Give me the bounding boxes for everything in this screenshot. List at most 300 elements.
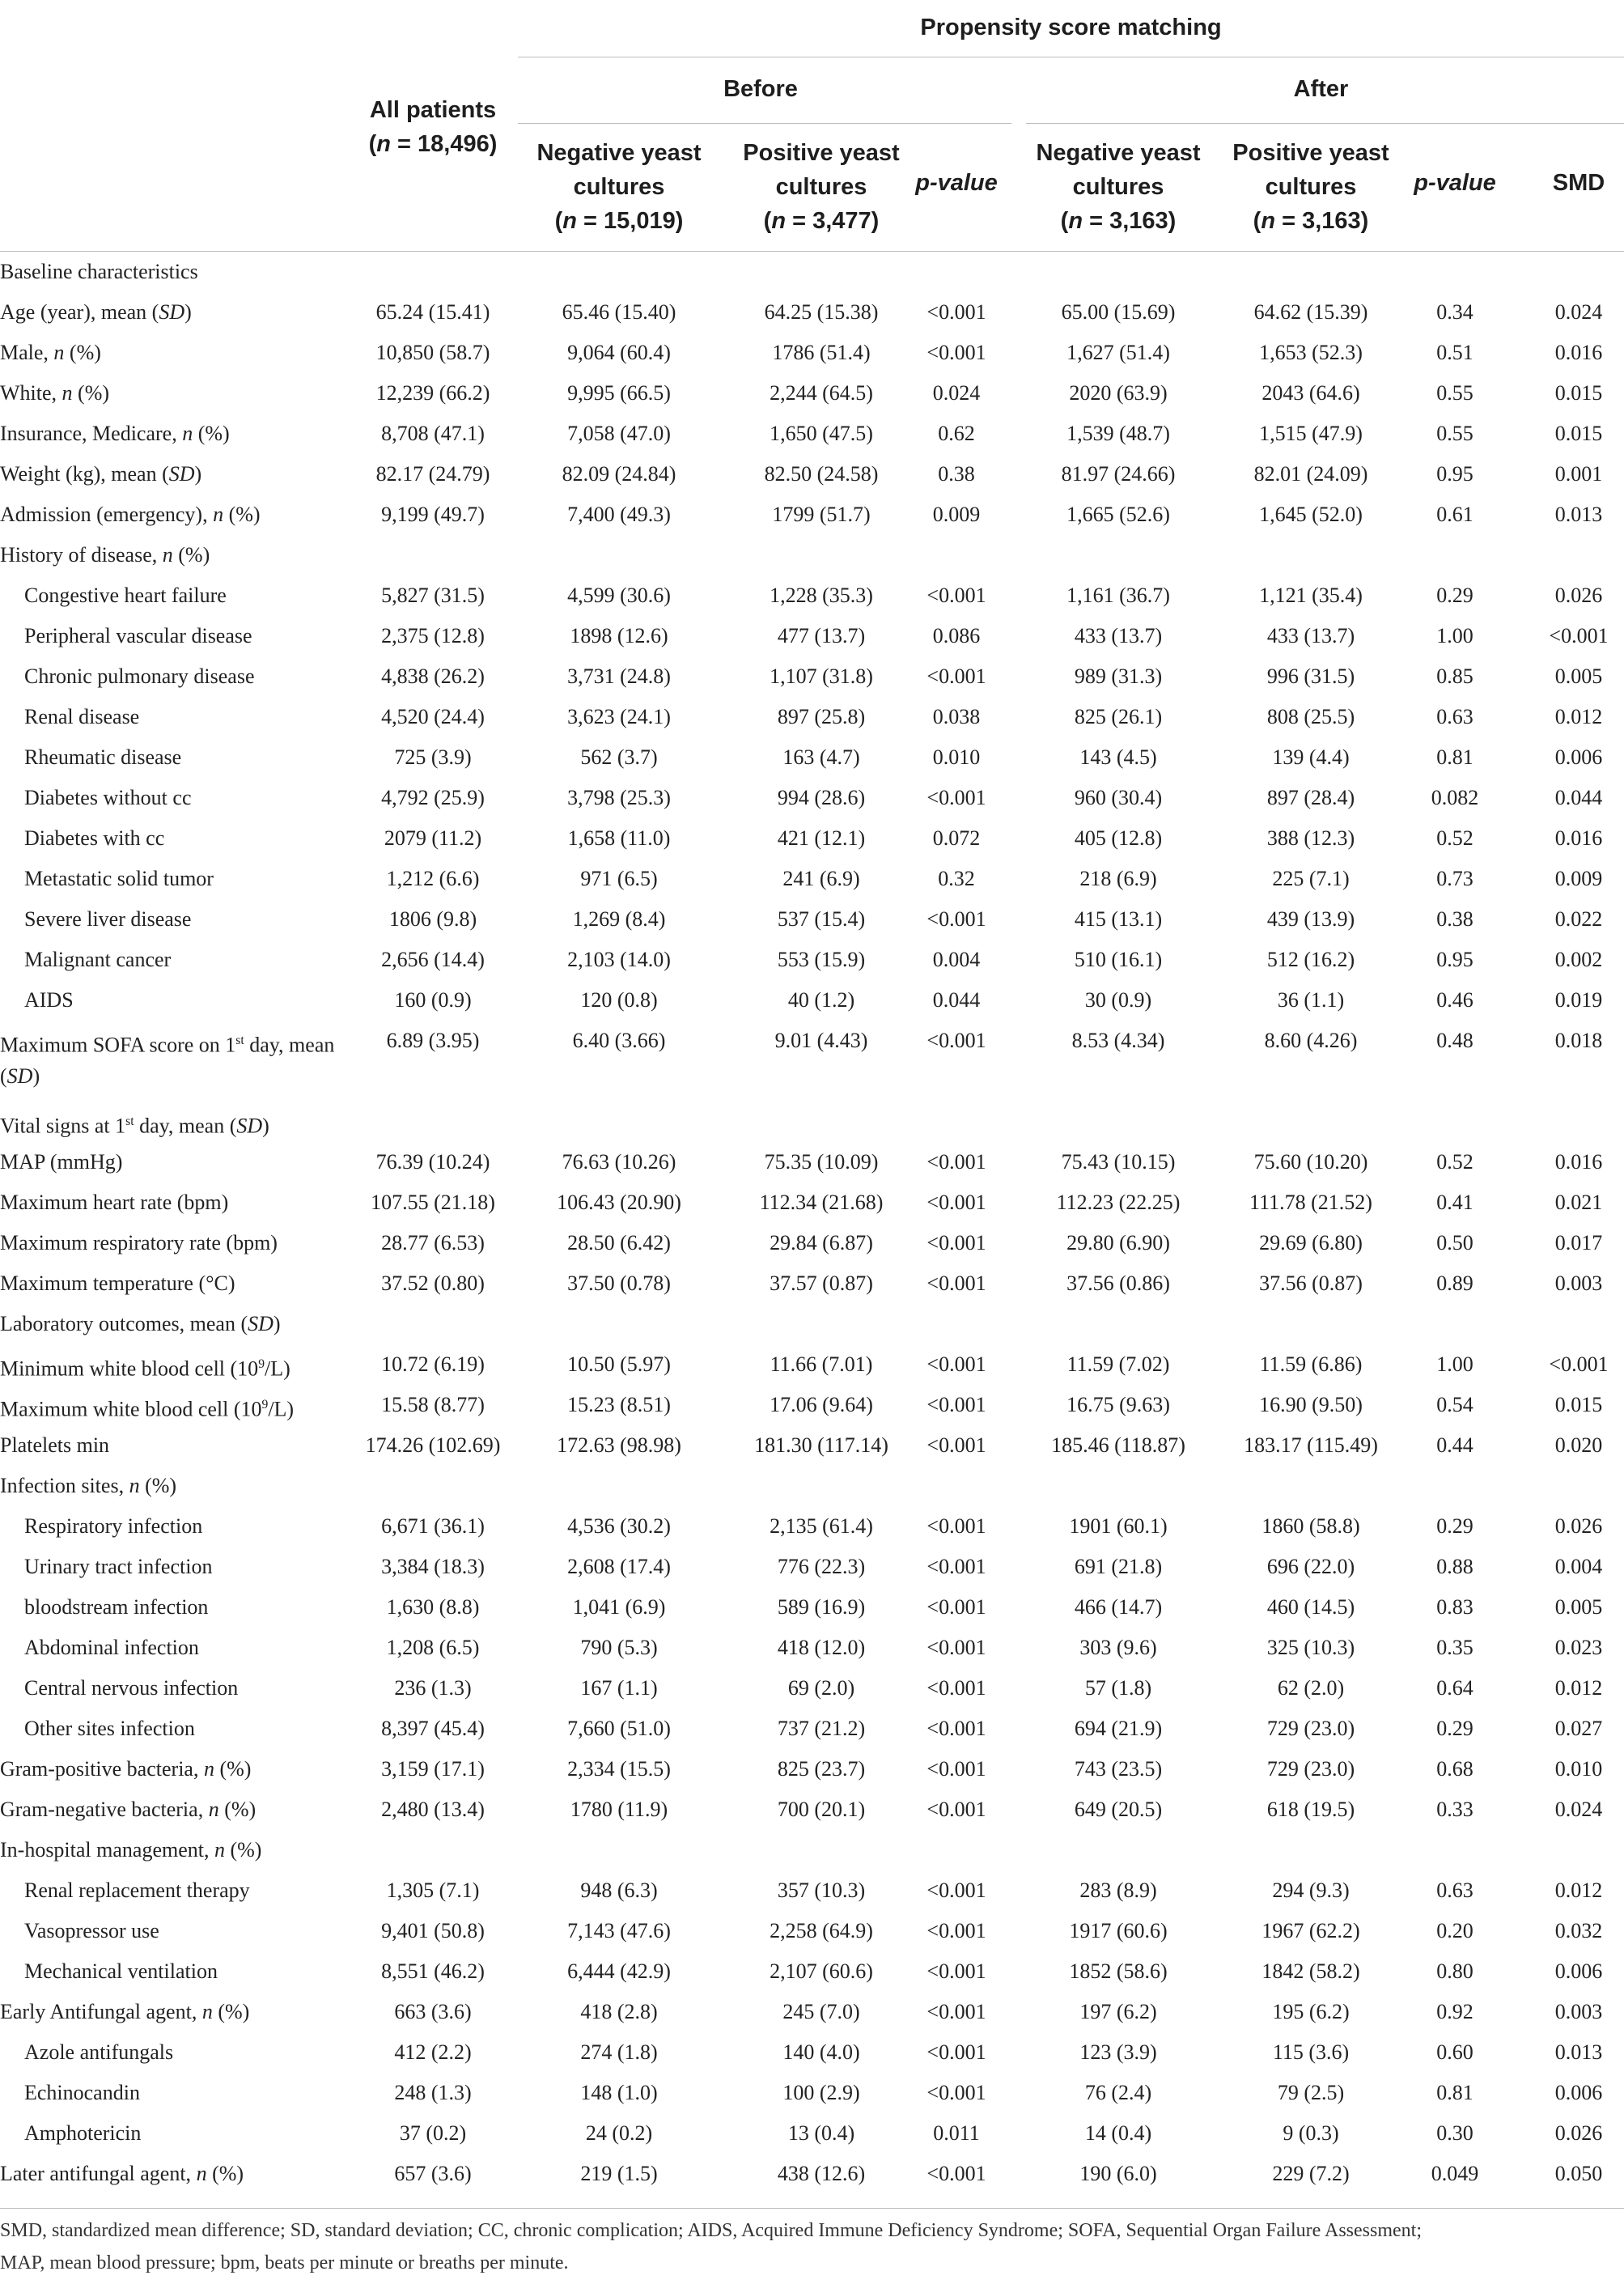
row-label: Maximum respiratory rate (bpm) <box>0 1231 278 1255</box>
row-label: Central nervous infection <box>24 1676 239 1700</box>
cell-smd: 0.050 <box>1554 2162 1603 2185</box>
table-row <box>0 1425 1624 1466</box>
cell-neg-before: 15.23 (8.51) <box>567 1393 671 1416</box>
row-label: Platelets min <box>0 1433 110 1457</box>
section-header-row <box>0 252 1624 292</box>
all-patients-label: All patients <box>369 97 497 123</box>
table-row <box>0 737 1624 778</box>
cell-smd: 0.024 <box>1554 1798 1603 1821</box>
row-label: Malignant cancer <box>24 948 172 971</box>
cell-smd: 0.018 <box>1554 1029 1603 1052</box>
row-label: Admission (emergency), n (%) <box>0 503 261 526</box>
row-label: Metastatic solid tumor <box>24 867 214 890</box>
cell-neg-before: 274 (1.8) <box>580 2040 658 2064</box>
cell-neg-after: 415 (13.1) <box>1074 907 1163 931</box>
neg-after-line1: Negative yeast <box>1036 140 1201 166</box>
cell-pos-after: 512 (16.2) <box>1266 948 1355 971</box>
cell-smd: 0.022 <box>1554 907 1603 931</box>
cell-all-patients: 2,375 (12.8) <box>381 624 485 647</box>
cell-pvalue-after: 0.41 <box>1436 1191 1473 1214</box>
cell-neg-after: 2020 (63.9) <box>1069 381 1168 405</box>
cell-neg-before: 6.40 (3.66) <box>572 1029 666 1052</box>
cell-neg-before: 106.43 (20.90) <box>557 1191 681 1214</box>
section-header-row <box>0 1466 1624 1506</box>
cell-pos-after: 8.60 (4.26) <box>1264 1029 1358 1052</box>
neg-before-n: (n = 15,019) <box>554 208 684 234</box>
cell-all-patients: 82.17 (24.79) <box>375 462 490 486</box>
cell-pvalue-after: 0.46 <box>1436 988 1473 1012</box>
row-label: Amphotericin <box>24 2121 142 2145</box>
cell-pvalue-after: 0.52 <box>1436 1150 1473 1174</box>
row-label: Vital signs at 1st day, mean (SD) <box>0 1114 269 1138</box>
pos-after-line1: Positive yeast <box>1232 140 1389 166</box>
cell-pvalue-after: 0.50 <box>1436 1231 1473 1255</box>
cell-pvalue-before: <0.001 <box>926 1352 986 1376</box>
cell-pvalue-before: <0.001 <box>926 664 986 688</box>
group-header-psm: Propensity score matching <box>920 15 1222 40</box>
cell-smd: 0.006 <box>1554 2081 1603 2104</box>
cell-all-patients: 15.58 (8.77) <box>381 1393 485 1416</box>
cell-neg-after: 1901 (60.1) <box>1069 1514 1168 1538</box>
cell-all-patients: 4,792 (25.9) <box>381 786 485 809</box>
cell-all-patients: 65.24 (15.41) <box>375 300 490 324</box>
cell-neg-before: 10.50 (5.97) <box>567 1352 671 1376</box>
cell-neg-after: 123 (3.9) <box>1079 2040 1157 2064</box>
cell-neg-after: 691 (21.8) <box>1074 1555 1163 1578</box>
cell-pos-after: 29.69 (6.80) <box>1259 1231 1363 1255</box>
cell-neg-after: 1,665 (52.6) <box>1066 503 1170 526</box>
cell-pos-after: 79 (2.5) <box>1277 2081 1345 2104</box>
cell-pos-after: 62 (2.0) <box>1277 1676 1345 1700</box>
table-row <box>0 1709 1624 1749</box>
cell-pvalue-after: 0.55 <box>1436 381 1473 405</box>
cell-smd: 0.013 <box>1554 2040 1603 2064</box>
row-label: Renal replacement therapy <box>24 1879 250 1902</box>
cell-pos-before: 29.84 (6.87) <box>770 1231 873 1255</box>
cell-all-patients: 5,827 (31.5) <box>381 584 485 607</box>
cell-all-patients: 160 (0.9) <box>394 988 472 1012</box>
cell-neg-before: 9,995 (66.5) <box>567 381 671 405</box>
section-header-row <box>0 535 1624 575</box>
col-header-neg-after <box>1018 136 1219 238</box>
col-header-pos-after <box>1210 136 1412 238</box>
table-row <box>0 980 1624 1021</box>
cell-all-patients: 8,397 (45.4) <box>381 1717 485 1740</box>
cell-smd: 0.006 <box>1554 1959 1603 1983</box>
cell-neg-before: 4,536 (30.2) <box>567 1514 671 1538</box>
cell-pvalue-after: 0.92 <box>1436 2000 1473 2023</box>
cell-pos-before: 700 (20.1) <box>777 1798 866 1821</box>
cell-neg-after: 14 (0.4) <box>1084 2121 1152 2145</box>
cell-neg-after: 510 (16.1) <box>1074 948 1163 971</box>
cell-pvalue-before: <0.001 <box>926 1555 986 1578</box>
row-label: Diabetes with cc <box>24 826 165 850</box>
cell-pos-before: 537 (15.4) <box>777 907 866 931</box>
cell-all-patients: 1,305 (7.1) <box>386 1879 480 1902</box>
cell-pvalue-before: <0.001 <box>926 2000 986 2023</box>
header-rule-before <box>518 123 1011 124</box>
cell-smd: 0.010 <box>1554 1757 1603 1781</box>
cell-smd: 0.005 <box>1554 664 1603 688</box>
cell-neg-after: 75.43 (10.15) <box>1061 1150 1176 1174</box>
cell-smd: 0.032 <box>1554 1919 1603 1942</box>
cell-pos-after: 696 (22.0) <box>1266 1555 1355 1578</box>
row-label: Age (year), mean (SD) <box>0 300 192 324</box>
cell-pos-before: 140 (4.0) <box>782 2040 860 2064</box>
cell-pos-after: 229 (7.2) <box>1272 2162 1350 2185</box>
cell-all-patients: 6.89 (3.95) <box>386 1029 480 1052</box>
cell-neg-after: 8.53 (4.34) <box>1071 1029 1165 1052</box>
cell-pos-before: 181.30 (117.14) <box>754 1433 888 1457</box>
cell-neg-after: 143 (4.5) <box>1079 745 1157 769</box>
cell-pvalue-before: <0.001 <box>926 584 986 607</box>
cell-neg-after: 405 (12.8) <box>1074 826 1163 850</box>
row-label: Gram-positive bacteria, n (%) <box>0 1757 252 1781</box>
cell-pos-after: 1967 (62.2) <box>1261 1919 1360 1942</box>
cell-pos-after: 1,121 (35.4) <box>1259 584 1363 607</box>
cell-neg-before: 3,623 (24.1) <box>567 705 671 728</box>
row-label: Maximum heart rate (bpm) <box>0 1191 229 1214</box>
cell-neg-after: 65.00 (15.69) <box>1061 300 1176 324</box>
table-row <box>0 697 1624 737</box>
cell-pvalue-before: <0.001 <box>926 1271 986 1295</box>
cell-pos-after: 195 (6.2) <box>1272 2000 1350 2023</box>
cell-neg-before: 167 (1.1) <box>580 1676 658 1700</box>
cell-pvalue-before: <0.001 <box>926 1959 986 1983</box>
cell-all-patients: 10.72 (6.19) <box>381 1352 485 1376</box>
cell-pos-before: 1,650 (47.5) <box>770 422 873 445</box>
cell-pvalue-before: <0.001 <box>926 786 986 809</box>
cell-pos-before: 737 (21.2) <box>777 1717 866 1740</box>
cell-pos-before: 40 (1.2) <box>787 988 855 1012</box>
cell-pos-before: 2,258 (64.9) <box>770 1919 873 1942</box>
cell-pvalue-before: <0.001 <box>926 300 986 324</box>
row-label: Abdominal infection <box>24 1636 199 1659</box>
row-label: History of disease, n (%) <box>0 543 210 567</box>
col-header-smd: SMD <box>1552 170 1605 196</box>
cell-neg-after: 1,627 (51.4) <box>1066 341 1170 364</box>
group-header-after: After <box>1293 76 1349 102</box>
cell-neg-before: 1,041 (6.9) <box>572 1595 666 1619</box>
cell-pos-before: 11.66 (7.01) <box>770 1352 873 1376</box>
cell-neg-before: 3,731 (24.8) <box>567 664 671 688</box>
cell-pvalue-before: 0.38 <box>938 462 975 486</box>
cell-pos-after: 9 (0.3) <box>1283 2121 1339 2145</box>
cell-pos-after: 183.17 (115.49) <box>1244 1433 1378 1457</box>
cell-neg-after: 466 (14.7) <box>1074 1595 1163 1619</box>
col-header-pos-before <box>720 136 922 238</box>
table-row <box>0 1344 1624 1385</box>
neg-before-line1: Negative yeast <box>536 140 702 166</box>
cell-pos-before: 100 (2.9) <box>782 2081 860 2104</box>
row-label: Laboratory outcomes, mean (SD) <box>0 1312 281 1335</box>
cell-smd: 0.024 <box>1554 300 1603 324</box>
table-row <box>0 1789 1624 1830</box>
cell-smd: 0.002 <box>1554 948 1603 971</box>
cell-neg-before: 24 (0.2) <box>585 2121 653 2145</box>
cell-pvalue-before: <0.001 <box>926 1393 986 1416</box>
cell-all-patients: 657 (3.6) <box>394 2162 472 2185</box>
cell-neg-after: 989 (31.3) <box>1074 664 1163 688</box>
cell-neg-before: 2,103 (14.0) <box>567 948 671 971</box>
cell-all-patients: 1806 (9.8) <box>388 907 477 931</box>
row-label: Mechanical ventilation <box>24 1959 218 1983</box>
cell-pvalue-before: <0.001 <box>926 1150 986 1174</box>
cell-pvalue-after: 0.81 <box>1436 745 1473 769</box>
cell-neg-after: 960 (30.4) <box>1074 786 1163 809</box>
cell-all-patients: 107.55 (21.18) <box>371 1191 495 1214</box>
cell-neg-after: 81.97 (24.66) <box>1061 462 1176 486</box>
cell-pvalue-before: <0.001 <box>926 2162 986 2185</box>
cell-neg-before: 28.50 (6.42) <box>567 1231 671 1255</box>
cell-pos-before: 13 (0.4) <box>787 2121 855 2145</box>
cell-all-patients: 248 (1.3) <box>394 2081 472 2104</box>
cell-pvalue-before: 0.044 <box>932 988 981 1012</box>
cell-all-patients: 4,520 (24.4) <box>381 705 485 728</box>
cell-smd: 0.021 <box>1554 1191 1603 1214</box>
table-row <box>0 899 1624 940</box>
cell-neg-before: 1780 (11.9) <box>570 1798 668 1821</box>
cell-pvalue-after: 0.55 <box>1436 422 1473 445</box>
cell-pos-after: 115 (3.6) <box>1272 2040 1350 2064</box>
cell-neg-before: 3,798 (25.3) <box>567 786 671 809</box>
table-row <box>0 1182 1624 1223</box>
cell-neg-after: 112.23 (22.25) <box>1056 1191 1181 1214</box>
cell-smd: <0.001 <box>1549 624 1609 647</box>
cell-neg-after: 190 (6.0) <box>1079 2162 1157 2185</box>
cell-pvalue-before: <0.001 <box>926 1231 986 1255</box>
table-row <box>0 1385 1624 1425</box>
table-row <box>0 1547 1624 1587</box>
cell-pvalue-after: 0.63 <box>1436 705 1473 728</box>
row-label: Congestive heart failure <box>24 584 227 607</box>
section-header-row <box>0 1304 1624 1344</box>
neg-after-n: (n = 3,163) <box>1060 208 1177 234</box>
cell-neg-before: 1,658 (11.0) <box>567 826 671 850</box>
cell-smd: 0.019 <box>1554 988 1603 1012</box>
cell-pos-after: 36 (1.1) <box>1277 988 1345 1012</box>
cell-pos-before: 776 (22.3) <box>777 1555 866 1578</box>
cell-smd: 0.012 <box>1554 1879 1603 1902</box>
cell-neg-before: 82.09 (24.84) <box>562 462 676 486</box>
cell-all-patients: 10,850 (58.7) <box>375 341 490 364</box>
row-label: Rheumatic disease <box>24 745 182 769</box>
cell-pvalue-before: 0.011 <box>933 2121 980 2145</box>
cell-neg-before: 948 (6.3) <box>580 1879 658 1902</box>
row-label: Urinary tract infection <box>24 1555 213 1578</box>
cell-pos-before: 825 (23.7) <box>777 1757 866 1781</box>
row-label: Diabetes without cc <box>24 786 192 809</box>
row-label: Peripheral vascular disease <box>24 624 252 647</box>
cell-neg-after: 11.59 (7.02) <box>1066 1352 1170 1376</box>
row-label: Baseline characteristics <box>0 260 198 283</box>
cell-pos-before: 9.01 (4.43) <box>774 1029 868 1052</box>
table-row <box>0 1223 1624 1263</box>
cell-all-patients: 6,671 (36.1) <box>381 1514 485 1538</box>
table-row <box>0 1142 1624 1182</box>
cell-smd: 0.016 <box>1554 826 1603 850</box>
table-row <box>0 1951 1624 1992</box>
cell-pos-after: 1,645 (52.0) <box>1259 503 1363 526</box>
cell-all-patients: 2,656 (14.4) <box>381 948 485 971</box>
cell-pvalue-after: 0.64 <box>1436 1676 1473 1700</box>
col-header-pvalue-after: p-value <box>1414 170 1496 196</box>
cell-pvalue-after: 0.88 <box>1436 1555 1473 1578</box>
cell-neg-after: 37.56 (0.86) <box>1066 1271 1170 1295</box>
cell-all-patients: 412 (2.2) <box>394 2040 472 2064</box>
cell-smd: 0.012 <box>1554 705 1603 728</box>
cell-all-patients: 663 (3.6) <box>394 2000 472 2023</box>
cell-all-patients: 12,239 (66.2) <box>375 381 490 405</box>
cell-pvalue-after: 1.00 <box>1436 624 1473 647</box>
cell-pvalue-after: 0.29 <box>1436 584 1473 607</box>
col-header-neg-before <box>518 136 720 238</box>
table-row <box>0 373 1624 414</box>
cell-pvalue-after: 0.34 <box>1436 300 1473 324</box>
cell-neg-before: 1898 (12.6) <box>570 624 668 647</box>
cell-smd: 0.015 <box>1554 1393 1603 1416</box>
cell-pos-after: 897 (28.4) <box>1266 786 1355 809</box>
cell-smd: 0.026 <box>1554 1514 1603 1538</box>
cell-pvalue-after: 0.38 <box>1436 907 1473 931</box>
cell-pos-after: 808 (25.5) <box>1266 705 1355 728</box>
cell-pvalue-before: <0.001 <box>926 1029 986 1052</box>
cell-pos-after: 75.60 (10.20) <box>1253 1150 1368 1174</box>
table-row <box>0 940 1624 980</box>
cell-smd: 0.012 <box>1554 1676 1603 1700</box>
cell-pvalue-after: 0.54 <box>1436 1393 1473 1416</box>
cell-pvalue-before: <0.001 <box>926 1717 986 1740</box>
pos-after-n: (n = 3,163) <box>1253 208 1369 234</box>
cell-all-patients: 2079 (11.2) <box>384 826 482 850</box>
cell-all-patients: 76.39 (10.24) <box>375 1150 490 1174</box>
cell-neg-before: 7,143 (47.6) <box>567 1919 671 1942</box>
cell-pvalue-before: 0.62 <box>938 422 975 445</box>
cell-pvalue-before: <0.001 <box>926 2040 986 2064</box>
row-label: Male, n (%) <box>0 341 101 364</box>
cell-pvalue-before: <0.001 <box>926 1191 986 1214</box>
row-label: Respiratory infection <box>24 1514 203 1538</box>
cell-pvalue-after: 0.68 <box>1436 1757 1473 1781</box>
cell-pos-before: 477 (13.7) <box>777 624 866 647</box>
cell-pvalue-after: 0.48 <box>1436 1029 1473 1052</box>
cell-neg-before: 172.63 (98.98) <box>557 1433 681 1457</box>
table-row <box>0 859 1624 899</box>
cell-pos-after: 2043 (64.6) <box>1261 381 1360 405</box>
cell-pos-after: 225 (7.1) <box>1272 867 1350 890</box>
cell-all-patients: 8,708 (47.1) <box>381 422 485 445</box>
cell-neg-before: 971 (6.5) <box>580 867 658 890</box>
cell-smd: 0.001 <box>1554 462 1603 486</box>
table-row <box>0 1628 1624 1668</box>
cell-pvalue-before: <0.001 <box>926 1798 986 1821</box>
pos-before-line2: cultures <box>775 174 867 200</box>
table-row <box>0 1021 1624 1102</box>
cell-pos-before: 241 (6.9) <box>782 867 860 890</box>
cell-all-patients: 28.77 (6.53) <box>381 1231 485 1255</box>
table-row <box>0 2154 1624 2194</box>
cell-pvalue-after: 0.20 <box>1436 1919 1473 1942</box>
cell-neg-before: 7,660 (51.0) <box>567 1717 671 1740</box>
cell-pvalue-after: 0.082 <box>1431 786 1479 809</box>
cell-pos-before: 553 (15.9) <box>777 948 866 971</box>
cell-pvalue-before: <0.001 <box>926 907 986 931</box>
cell-pos-before: 64.25 (15.38) <box>764 300 879 324</box>
cell-pos-before: 82.50 (24.58) <box>764 462 879 486</box>
cell-smd: 0.044 <box>1554 786 1603 809</box>
cell-pos-after: 294 (9.3) <box>1272 1879 1350 1902</box>
cell-pos-before: 75.35 (10.09) <box>764 1150 879 1174</box>
cell-pvalue-after: 0.44 <box>1436 1433 1473 1457</box>
cell-pos-after: 111.78 (21.52) <box>1249 1191 1372 1214</box>
cell-pos-after: 325 (10.3) <box>1266 1636 1355 1659</box>
cell-pos-before: 418 (12.0) <box>777 1636 866 1659</box>
table-row <box>0 656 1624 697</box>
row-label: Minimum white blood cell $(10^9/L)$ <box>0 1356 290 1381</box>
cell-smd: 0.004 <box>1554 1555 1603 1578</box>
cell-pvalue-before: <0.001 <box>926 2081 986 2104</box>
row-label: AIDS <box>24 988 74 1012</box>
row-label: Insurance, Medicare, n (%) <box>0 422 230 445</box>
cell-pos-before: 1786 (51.4) <box>772 341 871 364</box>
cell-neg-after: 29.80 (6.90) <box>1066 1231 1170 1255</box>
cell-pos-before: 589 (16.9) <box>777 1595 866 1619</box>
cell-pvalue-after: 0.61 <box>1436 503 1473 526</box>
cell-smd: <0.001 <box>1549 1352 1609 1376</box>
cell-pvalue-before: 0.32 <box>938 867 975 890</box>
cell-pvalue-after: 0.81 <box>1436 2081 1473 2104</box>
cell-pvalue-before: 0.072 <box>932 826 981 850</box>
cell-pos-after: 433 (13.7) <box>1266 624 1355 647</box>
cell-pvalue-before: <0.001 <box>926 1676 986 1700</box>
cell-neg-before: 148 (1.0) <box>580 2081 658 2104</box>
cell-pos-before: 245 (7.0) <box>782 2000 860 2023</box>
footnote-line-2: MAP, mean blood pressure; bpm, beats per minute or breaths per minute. <box>0 2252 569 2273</box>
cell-pvalue-before: 0.038 <box>932 705 981 728</box>
cell-pvalue-after: 0.049 <box>1431 2162 1479 2185</box>
cell-neg-before: 418 (2.8) <box>580 2000 658 2023</box>
cell-pvalue-before: 0.010 <box>932 745 981 769</box>
row-label: Renal disease <box>24 705 140 728</box>
table-row <box>0 2113 1624 2154</box>
cell-smd: 0.015 <box>1554 422 1603 445</box>
cell-neg-after: 743 (23.5) <box>1074 1757 1163 1781</box>
row-label: MAP (mmHg) <box>0 1150 123 1174</box>
cell-all-patients: 3,384 (18.3) <box>381 1555 485 1578</box>
row-label: Severe liver disease <box>24 907 192 931</box>
table-row <box>0 1911 1624 1951</box>
cell-neg-after: 76 (2.4) <box>1084 2081 1152 2104</box>
cell-neg-after: 1852 (58.6) <box>1069 1959 1168 1983</box>
cell-pos-after: 11.59 (6.86) <box>1259 1352 1363 1376</box>
cell-smd: 0.026 <box>1554 2121 1603 2145</box>
cell-pos-before: 438 (12.6) <box>777 2162 866 2185</box>
table-row <box>0 414 1624 454</box>
cell-smd: 0.003 <box>1554 1271 1603 1295</box>
cell-all-patients: 236 (1.3) <box>394 1676 472 1700</box>
table-row <box>0 778 1624 818</box>
cell-neg-after: 303 (9.6) <box>1079 1636 1157 1659</box>
cell-neg-after: 649 (20.5) <box>1074 1798 1163 1821</box>
pos-after-line2: cultures <box>1265 174 1357 200</box>
cell-pvalue-after: 0.85 <box>1436 664 1473 688</box>
cell-pos-before: 897 (25.8) <box>777 705 866 728</box>
cell-smd: 0.013 <box>1554 503 1603 526</box>
cell-all-patients: 174.26 (102.69) <box>365 1433 501 1457</box>
table-row <box>0 2073 1624 2113</box>
row-label: Early Antifungal agent, n (%) <box>0 2000 250 2023</box>
cell-pvalue-after: 1.00 <box>1436 1352 1473 1376</box>
